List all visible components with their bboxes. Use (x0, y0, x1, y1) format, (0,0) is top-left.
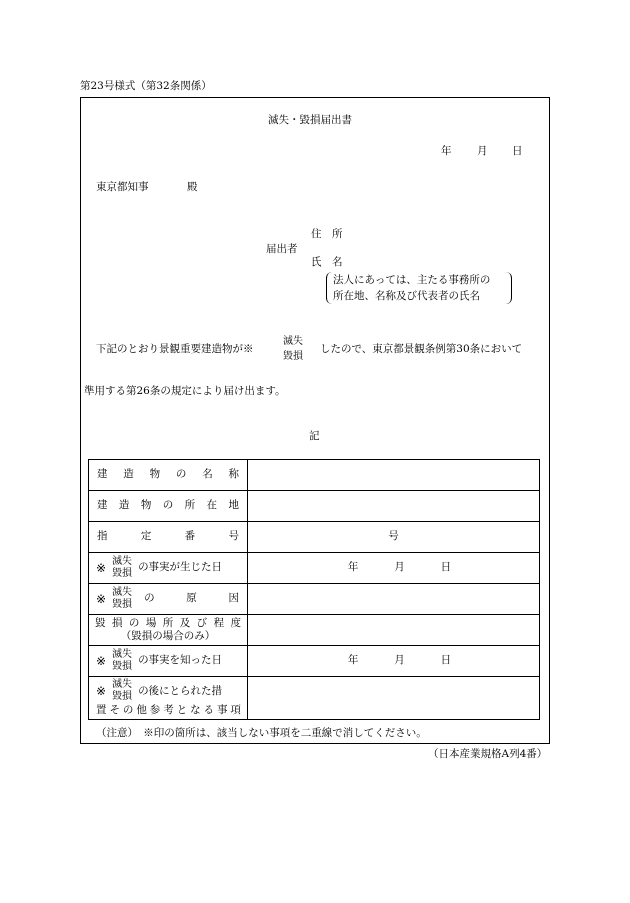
body-choice-bottom: 毀損 (283, 351, 303, 362)
building-location-label: 建 造 物 の 所 在 地 (97, 499, 239, 512)
corporate-note-line1: 法人にあっては、主たる事務所の (333, 274, 491, 286)
name-label: 氏 名 (311, 256, 343, 268)
table-row (89, 677, 540, 720)
table-row (89, 460, 540, 491)
addressee-name: 東京都知事 (96, 181, 149, 193)
building-name-value[interactable] (248, 460, 540, 491)
table-row (89, 491, 540, 522)
body-choice-top: 滅失 (283, 336, 303, 347)
body-text-line2: 準用する第26条の規定により届け出ます。 (84, 385, 286, 397)
designation-number-suffix: 号 (388, 530, 399, 543)
corporate-note (326, 272, 512, 304)
occurrence-date-value[interactable]: 年 月 日 (248, 553, 540, 584)
footer-standard: （日本産業規格A列4番） (428, 748, 548, 760)
ki-heading: 記 (309, 430, 320, 442)
notifier-role: 届出者 (266, 243, 298, 255)
damage-location-value[interactable] (248, 615, 540, 646)
note-text: （注意） ※印の箇所は、該当しない事項を二重線で消してください。 (96, 727, 427, 739)
discovery-date-label: ※ 滅失 毀損 の事実を知った日 (96, 648, 223, 672)
discovery-date-value[interactable]: 年 月 日 (248, 646, 540, 677)
body-text-part1: 下記のとおり景観重要建造物が※ (96, 343, 254, 355)
date-day: 日 (512, 145, 523, 157)
table-row (89, 615, 540, 646)
table-row (89, 553, 540, 584)
designation-number-label: 指 定 番 号 (97, 530, 239, 543)
date-month: 月 (477, 145, 488, 157)
body-text-part2: したので、東京都景観条例第30条において (320, 343, 523, 355)
designation-number-value[interactable] (248, 522, 540, 553)
table-row (89, 584, 540, 615)
body-choice (283, 334, 303, 364)
form-number: 第23号様式（第32条関係） (80, 80, 212, 92)
occurrence-date-label: ※ 滅失 毀損 の事実が生じた日 (96, 555, 223, 579)
measures-taken-label: ※ 滅失 毀損 の後にとられた措 置 そ の 他 参 考 と な る 事 項 (96, 678, 241, 716)
corporate-note-line2: 所在地、名称及び代表者の氏名 (333, 290, 480, 302)
cause-label: ※ 滅失 毀損 の 原 因 (96, 586, 239, 610)
date-year: 年 (441, 145, 452, 157)
damage-location-label: 毀 損 の 場 所 及 び 程 度 （毀損の場合のみ） (95, 616, 241, 642)
table-row (89, 522, 540, 553)
building-location-value[interactable] (248, 491, 540, 522)
cause-value[interactable] (248, 584, 540, 615)
form-title: 滅失・毀損届出書 (268, 114, 352, 126)
details-table (88, 459, 540, 720)
building-name-label: 建 造 物 の 名 称 (97, 468, 239, 481)
table-row (89, 646, 540, 677)
measures-taken-value[interactable] (248, 677, 540, 720)
addressee-honorific: 殿 (187, 181, 198, 193)
address-label: 住 所 (311, 228, 343, 240)
